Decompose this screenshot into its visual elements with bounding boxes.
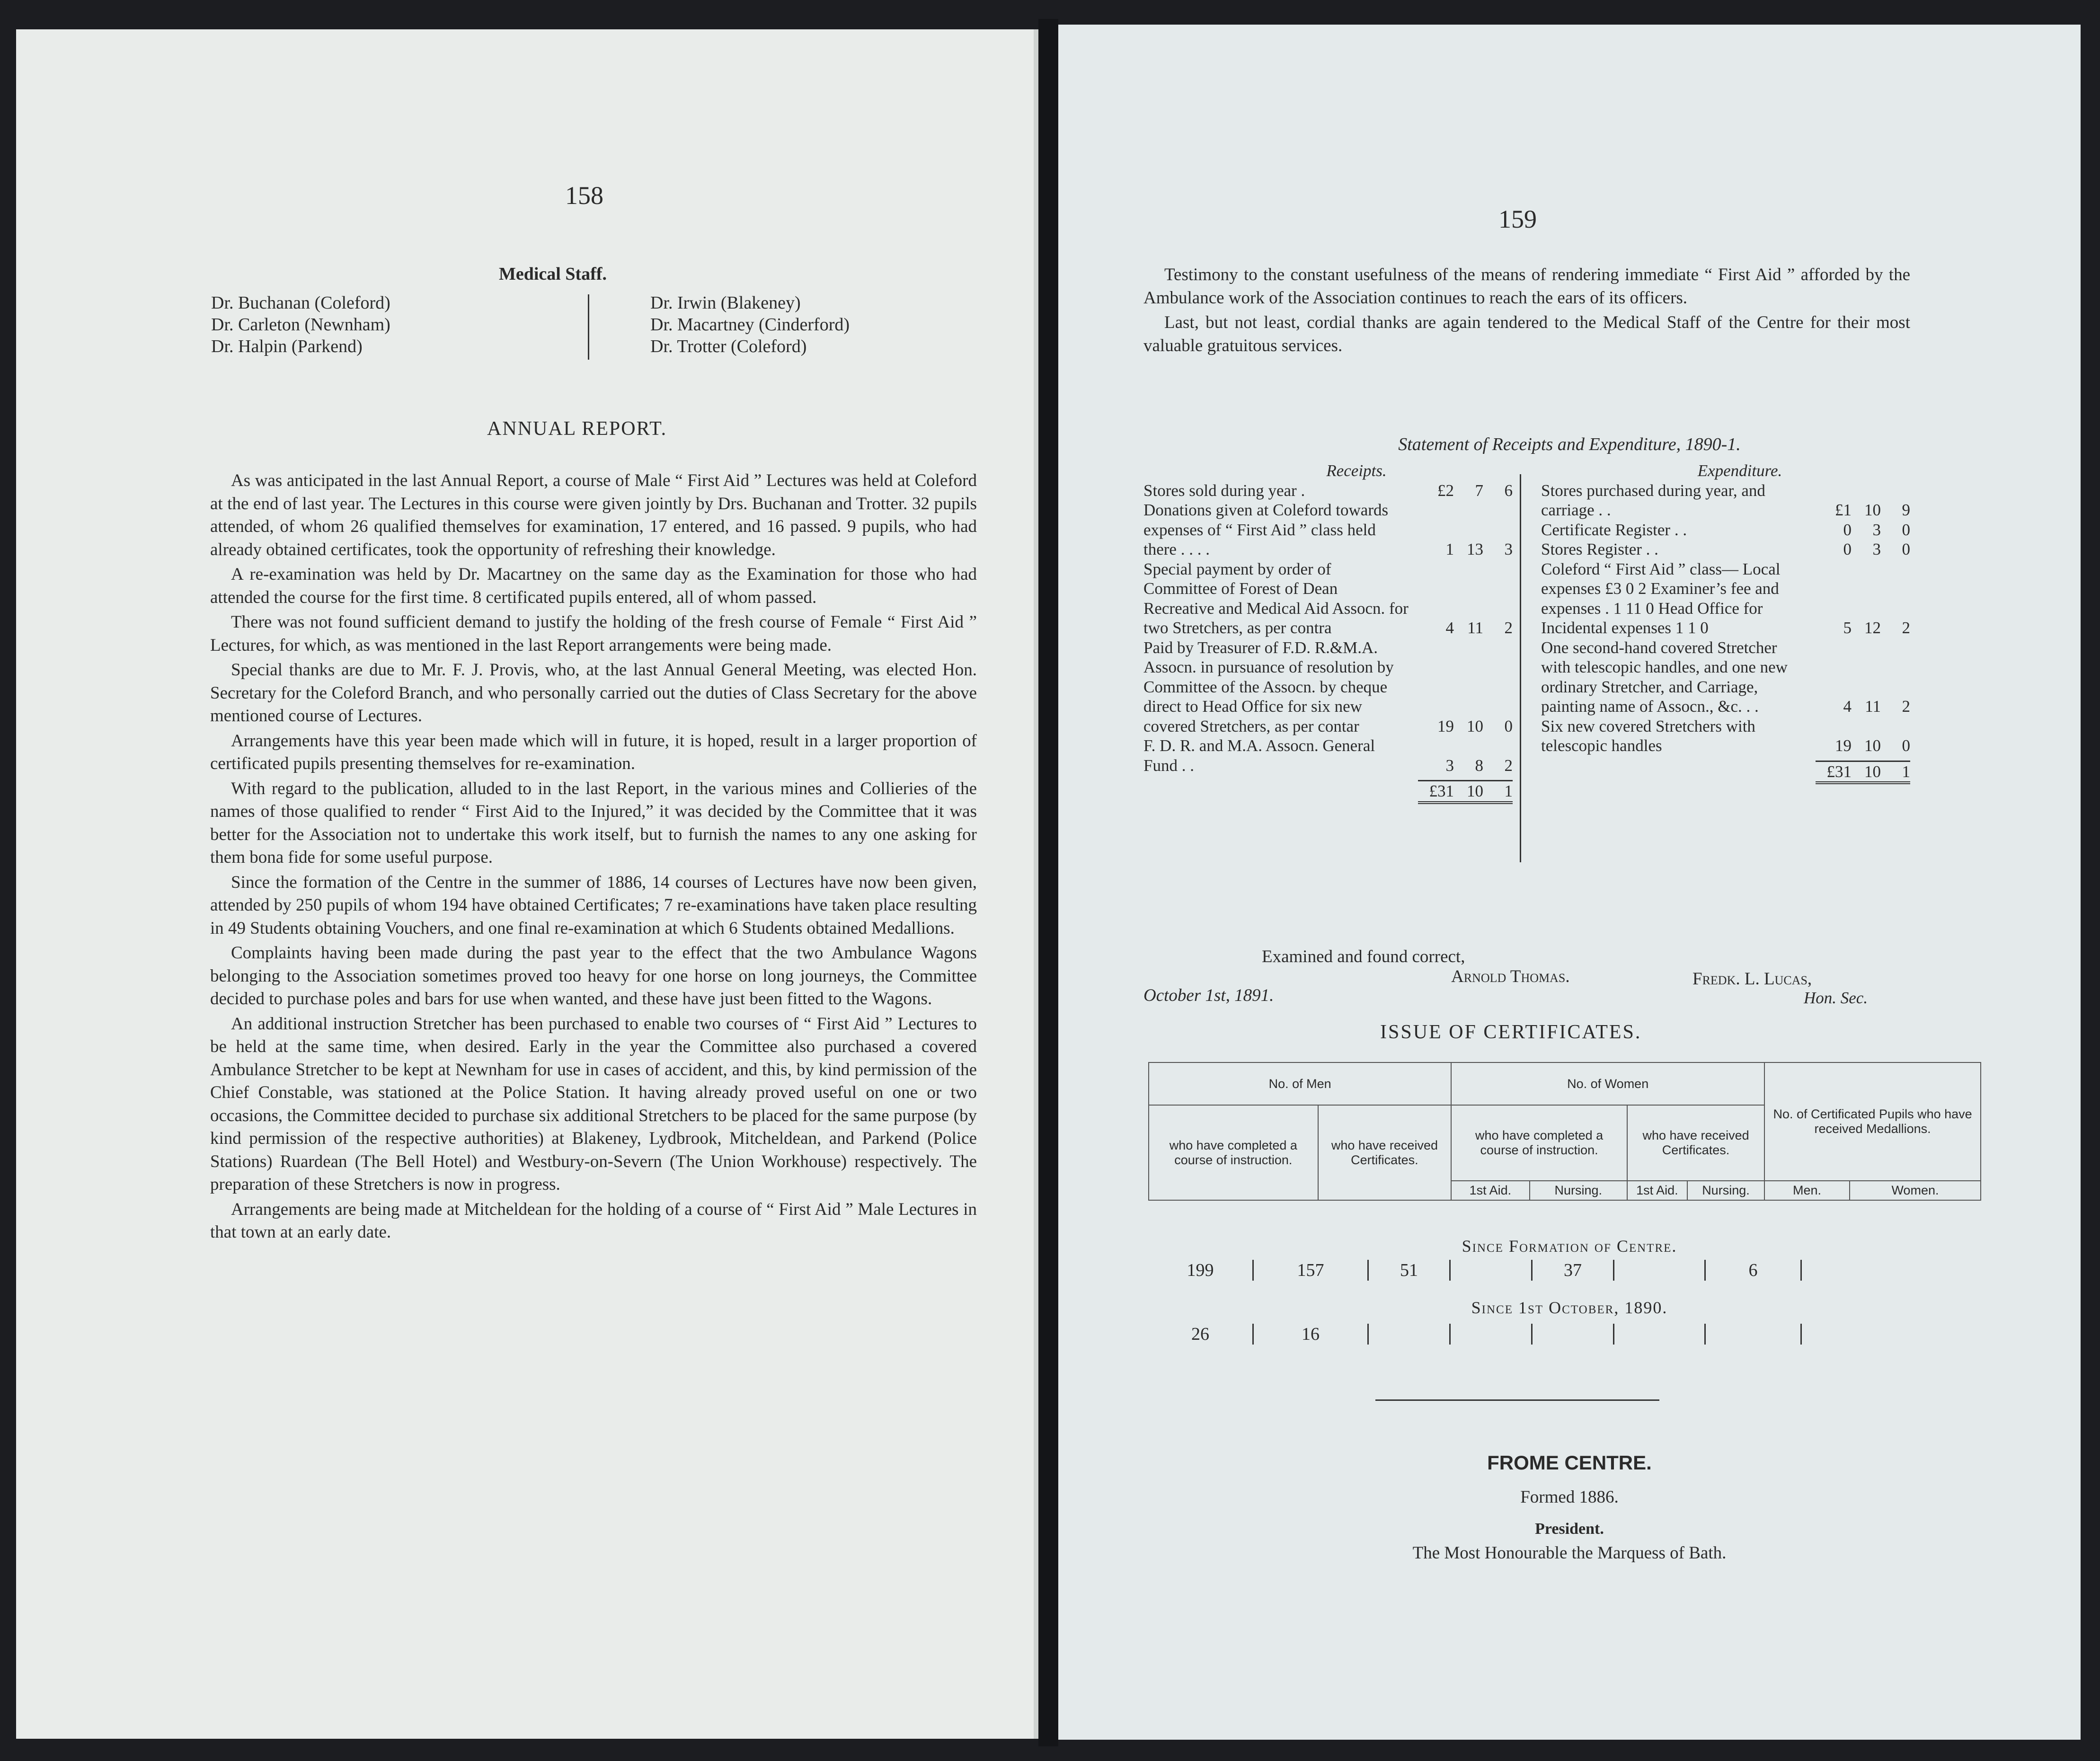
frome-centre-title: FROME CENTRE. [1487,1451,1652,1474]
president-label: President. [1535,1520,1604,1538]
receipt-row: Paid by Treasurer of F.D. R.&M.A. Assocn. in pursuance of resolution by Committee of the Assocn. by cheque direct to Head Office for six new covered Stretchers, as per contar 19 10 0 [1143,638,1513,735]
table-cell: 37 [1533,1260,1614,1281]
staff-entry: Dr. Irwin (Blakeney) [650,293,801,313]
table-cell [1614,1260,1706,1281]
report-paragraph: There was not found sufficient demand to justify the holding of the fresh course of Female “ First Aid ” Lectures, for which, as was mentioned in the last Report arrangements were being made. [210,612,977,655]
report-paragraph: Testimony to the constant usefulness of the means of rendering immediate “ First Aid ” afforded by the Ambulance work of the Association continues to reach the ears of its officers. [1143,265,1910,308]
men-received-header: who have received Certificates. [1318,1105,1452,1200]
since-october-row [1148,1324,1981,1345]
page-number: 159 [1498,205,1537,233]
nursing-header: Nursing. [1687,1181,1764,1200]
table-cell [1614,1324,1706,1345]
expenditure-row: One second-hand covered Stretcher with telescopic handles, and one new ordinary Stretcher, and Carriage, painting name of Assocn., &c. . . 4 11 2 [1541,638,1910,716]
table-cell: 16 [1254,1324,1369,1345]
men-medal-header: Men. [1764,1181,1850,1200]
auditor-name: Arnold Thomas. [1451,967,1570,986]
staff-entry: Dr. Trotter (Coleford) [650,336,807,356]
receipt-row: Donations given at Coleford towards expenses of “ First Aid ” class held there . . . . 1 13 3 [1143,501,1513,558]
secretary-title: Hon. Sec. [1804,989,1868,1007]
annual-report-title: ANNUAL REPORT. [487,418,667,440]
table-cell [1533,1324,1614,1345]
report-paragraph: Arrangements have this year been made which will in future, it is hoped, result in a larger proportion of certificated pupils presenting themselves for re-examination. [210,731,977,773]
men-completed-header: who have completed a course of instruction. [1149,1105,1318,1200]
report-paragraph: With regard to the publication, alluded to in the last Report, in the various mines and Collieries of the names of those qualified to render “ First Aid to the Injured,” it was decided by the Committee that it was better for the Association not to undertake this work itself, but to furnish the names to any one asking for them bona fide for some useful purpose. [210,779,977,867]
receipts-heading: Receipts. [1326,461,1387,480]
report-paragraph: Special thanks are due to Mr. F. J. Provis, who, at the last Annual General Meeting, was elected Hon. Secretary for the Coleford Branch, and who personally carried out the duties of Class Secretary for the above mentioned course of Lectures. [210,660,977,726]
annual-report-body [210,469,977,1246]
staff-entry: Dr. Halpin (Parkend) [211,336,363,356]
table-cell [1802,1260,1896,1281]
women-medal-header: Women. [1850,1181,1981,1200]
receipts-total: £31 10 1 [1418,780,1513,804]
report-paragraph: As was anticipated in the last Annual Report, a course of Male “ First Aid ” Lectures was held at Coleford at the end of last year. The Lectures in this course were given jointly by Drs. Buchanan and Trotter. 32 pupils attended, of whom 26 qualified themselves for examination, 17 entered, and 16 passed. 9 pupils, who had already obtained certificates, took the opportunity of refreshing their knowledge. [210,471,977,559]
section-rule [1375,1399,1659,1401]
expenditure-row: Six new covered Stretchers with telescopic handles 19 10 0 [1541,717,1910,755]
examined-text: Examined and found correct, [1262,947,1465,966]
report-paragraph: Complaints having been made during the past year to the effect that the two Ambulance Wagons belonging to the Association sometimes proved too heavy for one horse on long journeys, the Committee decided to purchase poles and bars for use when wanted, and these have just been fitted to the Wagons. [210,943,977,1009]
report-paragraph: A re-examination was held by Dr. Macartney on the same day as the Examination for those who had attended the course for the first time. 8 certificated pupils entered, all of whom passed. [210,565,977,607]
right-page [1058,25,2081,1740]
since-formation-label: Since Formation of Centre. [1462,1237,1677,1256]
certificates-title: ISSUE OF CERTIFICATES. [1380,1021,1642,1043]
table-cell [1802,1324,1896,1345]
women-completed-header: who have completed a course of instruction. [1451,1105,1627,1181]
table-cell: 157 [1254,1260,1369,1281]
men-header: No. of Men [1149,1062,1451,1105]
table-cell: 6 [1706,1260,1802,1281]
staff-list-left [211,292,390,357]
first-aid-header: 1st Aid. [1627,1181,1687,1200]
table-cell [1451,1260,1533,1281]
frome-formed: Formed 1886. [1520,1487,1619,1507]
expenditure-total: £31 10 1 [1816,761,1910,785]
women-header: No. of Women [1451,1062,1764,1105]
since-october-label: Since 1st October, 1890. [1471,1298,1668,1317]
page-number: 158 [565,181,603,210]
closing-paragraphs [1143,264,1910,359]
staff-entry: Dr. Carleton (Newnham) [211,315,390,335]
expenditure-row: Certificate Register . . 0 3 0 [1541,520,1910,539]
report-paragraph: Last, but not least, cordial thanks are again tendered to the Medical Staff of the Centre for their most valuable gratuitous services. [1143,313,1910,355]
expenditure-column [1541,461,1910,784]
table-cell [1706,1324,1802,1345]
nursing-header: Nursing. [1530,1181,1627,1200]
report-paragraph: Since the formation of the Centre in the summer of 1886, 14 courses of Lectures have now been given, attended by 250 pupils of whom 194 have obtained Certificates; 7 re-examinations have taken place resulting in 49 Students obtaining Vouchers, and one final re-examination at which 6 Students obtained Medallions. [210,872,977,938]
left-page [16,29,1038,1739]
account-divider [1520,474,1521,862]
expenditure-heading: Expenditure. [1697,461,1782,480]
receipt-row: Special payment by order of Committee of Forest of Dean Recreative and Medical Aid Assocn. for two Stretchers, as per contra 4 11 2 [1143,559,1513,637]
report-paragraph: An additional instruction Stretcher has been purchased to enable two courses of “ First Aid ” Lectures to be held at the same time, when desired. Early in the year the Committee also purchased a covered Ambulance Stretcher to be kept at Newnham for use in cases of accident, and this, by kind permission of the Chief Constable, was stationed at the Police Station. It having already proved useful on one or two occasions, the Committee decided to purchase six additional Stretchers to be placed for the same purpose (by kind permission of the respective authorities) at Blakeney, Lydbrook, Mitcheldean, and Parkend (Police Stations) Ruardean (The Bell Hotel) and Westbury-on-Severn (The Union Workhouse) respectively. The preparation of these Stretchers is now in progress. [210,1014,977,1194]
president-name: The Most Honourable the Marquess of Bath. [1412,1543,1727,1563]
expenditure-row: Coleford “ First Aid ” class— Local expenses £3 0 2 Examiner’s fee and expenses . 1 11 0 Head Office for Incidental expenses 1 1 0 5 12 2 [1541,559,1910,637]
staff-entry: Dr. Buchanan (Coleford) [211,293,390,313]
certificates-table [1148,1062,1981,1201]
table-cell: 26 [1148,1324,1254,1345]
receipt-row: Stores sold during year . £2 7 6 [1143,481,1513,500]
receipt-row: F. D. R. and M.A. Assocn. General Fund . . 3 8 2 [1143,736,1513,775]
receipts-column [1143,461,1513,804]
since-formation-row [1148,1260,1981,1281]
expenditure-row: Stores purchased during year, and carriage . . £1 10 9 [1541,481,1910,519]
medical-staff-heading: Medical Staff. [499,264,607,284]
expenditure-row: Stores Register . . 0 3 0 [1541,540,1910,558]
staff-divider [588,294,589,360]
table-cell [1369,1324,1451,1345]
table-cell: 199 [1148,1260,1254,1281]
table-cell: 51 [1369,1260,1451,1281]
table-cell [1451,1324,1533,1345]
book-spine [1038,19,1058,1746]
staff-entry: Dr. Macartney (Cinderford) [650,315,850,335]
first-aid-header: 1st Aid. [1451,1181,1529,1200]
medallions-header: No. of Certificated Pupils who have received Medallions. [1764,1062,1981,1181]
statement-date: October 1st, 1891. [1143,986,1274,1005]
women-received-header: who have received Certificates. [1627,1105,1764,1181]
staff-list-right [650,292,850,357]
secretary-name: Fredk. L. Lucas, [1692,969,1812,989]
report-paragraph: Arrangements are being made at Mitcheldean for the holding of a course of “ First Aid ” Male Lectures in that town at an early date. [210,1199,977,1242]
statement-title: Statement of Receipts and Expenditure, 1890-1. [1398,434,1741,454]
